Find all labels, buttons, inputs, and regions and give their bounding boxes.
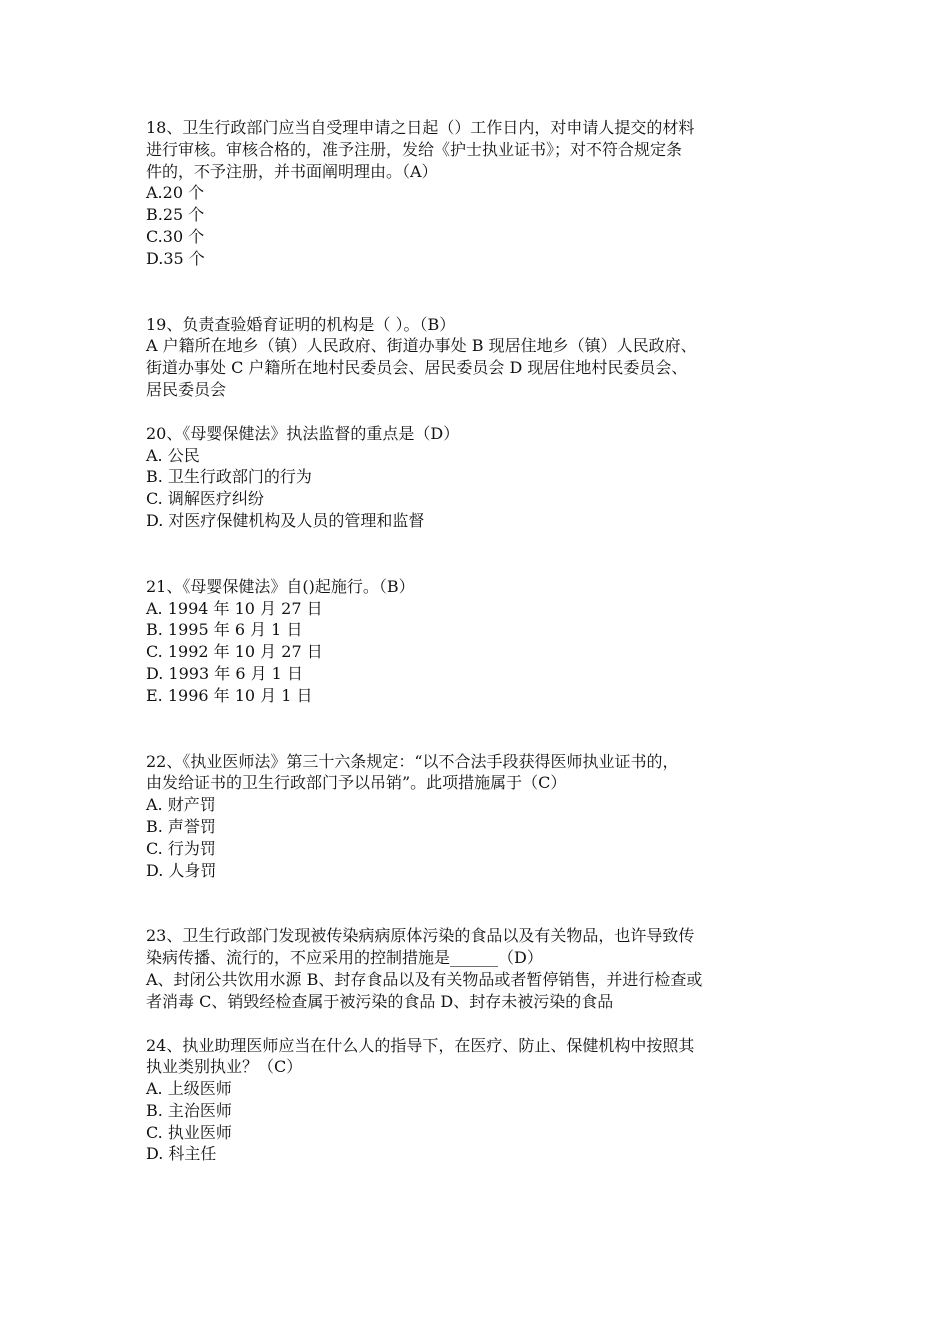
option-d: D.35 个: [146, 248, 205, 268]
option-list: [146, 182, 806, 269]
stem-line: A、封闭公共饮用水源 B、封存食品以及有关物品或者暂停销售，并进行检查或: [146, 969, 703, 989]
option-a: A. 财产罚: [146, 795, 216, 815]
question-22: [146, 751, 806, 882]
option-c: C. 1992 年 10 月 27 日: [146, 642, 323, 662]
option-list: [146, 794, 806, 881]
option-a: A. 1994 年 10 月 27 日: [146, 598, 323, 618]
option-d: D. 人身罚: [146, 860, 217, 880]
question-list: [146, 117, 806, 1165]
option-a: A. 上级医师: [146, 1079, 232, 1099]
stem-line: 居民委员会: [146, 379, 227, 399]
question-20: [146, 423, 806, 532]
question-stem: [146, 576, 806, 598]
stem-line: 进行审核。审核合格的，准予注册，发给《护士执业证书》；对不符合规定条: [146, 139, 683, 159]
option-list: [146, 445, 806, 532]
option-d: D. 对医疗保健机构及人员的管理和监督: [146, 510, 425, 530]
option-a: A. 公民: [146, 445, 200, 465]
question-24: [146, 1035, 806, 1166]
stem-line: 18、卫生行政部门应当自受理申请之日起（）工作日内，对申请人提交的材料: [146, 118, 695, 137]
option-c: C.30 个: [146, 226, 205, 246]
option-c: C. 调解医疗纠纷: [146, 489, 264, 509]
question-stem: [146, 925, 806, 1012]
question-23: [146, 925, 806, 1012]
question-18: [146, 117, 806, 270]
option-e: E. 1996 年 10 月 1 日: [146, 685, 313, 705]
option-list: [146, 598, 806, 707]
stem-line: 街道办事处 C 户籍所在地村民委员会、居民委员会 D 现居住地村民委员会、: [146, 358, 688, 378]
option-d: D. 科主任: [146, 1144, 217, 1164]
option-b: B. 卫生行政部门的行为: [146, 467, 312, 487]
option-c: C. 行为罚: [146, 838, 216, 858]
stem-line: 23、卫生行政部门发现被传染病病原体污染的食品以及有关物品，也许导致传: [146, 926, 695, 946]
stem-line: 21、《母婴保健法》自()起施行。（B）: [146, 576, 415, 596]
option-b: B. 声誉罚: [146, 816, 216, 836]
question-stem: [146, 423, 806, 445]
option-b: B.25 个: [146, 205, 205, 225]
stem-line: 由发给证书的卫生行政部门予以吊销”。此项措施属于（C）: [146, 773, 567, 793]
question-stem: [146, 314, 806, 401]
question-21: [146, 576, 806, 707]
question-stem: [146, 117, 806, 182]
option-c: C. 执业医师: [146, 1122, 232, 1142]
option-b: B. 1995 年 6 月 1 日: [146, 620, 303, 640]
question-stem: [146, 751, 806, 795]
stem-line: A 户籍所在地乡（镇）人民政府、街道办事处 B 现居住地乡（镇）人民政府、: [146, 336, 697, 356]
stem-line: 执业类别执业？（C）: [146, 1057, 303, 1077]
stem-line: 22、《执业医师法》第三十六条规定：“以不合法手段获得医师执业证书的，: [146, 751, 679, 771]
option-list: [146, 1078, 806, 1165]
stem-line: 件的，不予注册，并书面阐明理由。（A）: [146, 161, 438, 181]
option-a: A.20 个: [146, 183, 205, 203]
stem-line: 20、《母婴保健法》执法监督的重点是（D）: [146, 423, 460, 443]
stem-line: 19、负责查验婚育证明的机构是（ ）。（B）: [146, 314, 456, 334]
question-19: [146, 314, 806, 401]
question-stem: [146, 1035, 806, 1079]
option-d: D. 1993 年 6 月 1 日: [146, 663, 303, 683]
stem-line: 24、执业助理医师应当在什么人的指导下，在医疗、防止、保健机构中按照其: [146, 1035, 695, 1055]
stem-line: 者消毒 C、销毁经检查属于被污染的食品 D、封存未被污染的食品: [146, 991, 614, 1011]
option-b: B. 主治医师: [146, 1100, 232, 1120]
stem-line: 染病传播、流行的，不应采用的控制措施是______（D）: [146, 948, 543, 968]
